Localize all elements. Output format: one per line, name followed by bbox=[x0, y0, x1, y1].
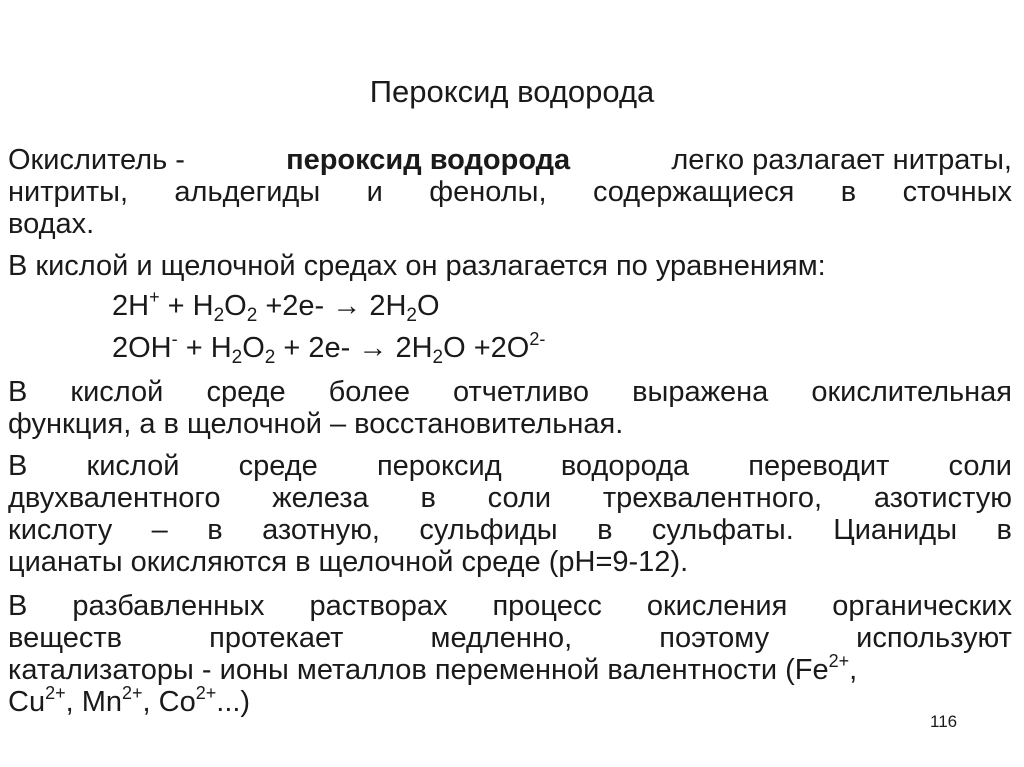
word: пероксид bbox=[376, 450, 502, 482]
text-fragment: , Mn bbox=[65, 686, 123, 718]
paragraph-catalysts bbox=[8, 590, 1012, 718]
eq-sup: + bbox=[149, 287, 160, 307]
eq-sub: 2 bbox=[231, 347, 243, 368]
word: В bbox=[8, 376, 28, 408]
word: содержащиеся bbox=[592, 176, 795, 208]
word: органических bbox=[832, 590, 1012, 622]
word: нитриты, bbox=[8, 176, 129, 208]
word: в bbox=[996, 514, 1012, 546]
word: сульфиды bbox=[419, 514, 558, 546]
word: в bbox=[597, 514, 613, 546]
paragraph-oxidizer bbox=[8, 144, 1012, 240]
word: среде bbox=[238, 450, 318, 482]
word: растворах bbox=[309, 590, 448, 622]
eq-part: + 2e- bbox=[275, 332, 359, 364]
word: выражена bbox=[632, 376, 769, 408]
charge-sup: 2+ bbox=[195, 683, 217, 703]
eq-sub: 2 bbox=[432, 347, 444, 368]
text-line: цианаты окисляются в щелочной среде (pH=9-12). bbox=[8, 546, 689, 578]
word: азотистую bbox=[873, 482, 1012, 514]
text-line bbox=[8, 482, 1012, 514]
word: разбавленных bbox=[72, 590, 265, 622]
word: сульфаты. bbox=[651, 514, 794, 546]
eq-part: O bbox=[224, 290, 247, 322]
word: среде bbox=[206, 376, 286, 408]
text-line: функция, а в щелочной – восстановительная. bbox=[8, 408, 624, 440]
arrow-icon: → bbox=[358, 332, 388, 364]
word: Цианиды bbox=[833, 514, 958, 546]
word: окислительная bbox=[811, 376, 1012, 408]
word: В bbox=[8, 590, 28, 622]
text-fragment: , Co bbox=[142, 686, 196, 718]
eq-sup: - bbox=[171, 329, 178, 349]
text-line bbox=[8, 376, 1012, 408]
text-line bbox=[8, 622, 1012, 654]
word: в bbox=[420, 482, 436, 514]
text-line bbox=[8, 651, 1012, 686]
word: отчетливо bbox=[453, 376, 590, 408]
word: переводит bbox=[748, 450, 890, 482]
word: более bbox=[328, 376, 410, 408]
slide-title: Пероксид водорода bbox=[369, 74, 655, 109]
eq-sub: 2 bbox=[264, 347, 276, 368]
equation-alkaline bbox=[112, 330, 545, 366]
text-fragment: ...) bbox=[216, 686, 251, 718]
word: кислой bbox=[86, 450, 180, 482]
charge-sup: 2+ bbox=[45, 683, 66, 703]
text-line bbox=[8, 683, 1012, 718]
eq-sup: 2- bbox=[529, 329, 546, 349]
word: кислой bbox=[70, 376, 164, 408]
word: и bbox=[366, 176, 383, 208]
word: окисления bbox=[646, 590, 788, 622]
word: протекает bbox=[209, 622, 344, 654]
word: сточных bbox=[902, 176, 1012, 208]
eq-part: + H bbox=[159, 290, 214, 322]
word: соли bbox=[948, 450, 1012, 482]
eq-part: 2H bbox=[387, 332, 433, 364]
word: альдегиды bbox=[174, 176, 321, 208]
text-line bbox=[8, 144, 1012, 176]
text-line bbox=[8, 590, 1012, 622]
paragraph-equations-intro bbox=[8, 250, 1012, 282]
arrow-icon: → bbox=[332, 290, 362, 322]
text-fragment: Окислитель - bbox=[8, 144, 185, 176]
eq-sub: 2 bbox=[213, 305, 225, 326]
text-fragment: легко разлагает нитраты, bbox=[671, 144, 1012, 176]
word: кислоту bbox=[8, 514, 113, 546]
text-line bbox=[8, 514, 1012, 546]
word: железа bbox=[272, 482, 369, 514]
eq-part: 2H bbox=[361, 290, 407, 322]
text-fragment: Cu bbox=[8, 686, 46, 718]
word: в bbox=[207, 514, 223, 546]
charge-sup: 2+ bbox=[122, 683, 143, 703]
word: соли bbox=[487, 482, 552, 514]
eq-part: +2e- bbox=[257, 290, 333, 322]
text-line: В кислой и щелочной средах он разлагается по уравнениям: bbox=[8, 250, 826, 282]
charge-sup: 2+ bbox=[828, 651, 850, 671]
eq-part: O +2O bbox=[443, 332, 530, 364]
word: водорода bbox=[560, 450, 690, 482]
text-fragment: , bbox=[849, 654, 858, 686]
eq-sub: 2 bbox=[406, 305, 417, 326]
word: процесс bbox=[492, 590, 602, 622]
word: в bbox=[840, 176, 857, 208]
eq-part: O bbox=[417, 290, 440, 322]
bold-term: пероксид водорода bbox=[286, 144, 571, 176]
text-line bbox=[8, 176, 1012, 208]
word: азотную, bbox=[262, 514, 380, 546]
word: используют bbox=[856, 622, 1012, 654]
eq-part: + H bbox=[177, 332, 232, 364]
word: В bbox=[8, 450, 28, 482]
word: трехвалентного, bbox=[602, 482, 823, 514]
eq-part: 2H bbox=[112, 290, 150, 322]
eq-part: O bbox=[242, 332, 265, 364]
word: веществ bbox=[8, 622, 123, 654]
equation-acidic bbox=[112, 288, 440, 324]
page-number: 116 bbox=[930, 712, 958, 731]
text-line: водах. bbox=[8, 208, 95, 240]
word: двухвалентного bbox=[8, 482, 221, 514]
eq-sub: 2 bbox=[246, 305, 258, 326]
word: медленно, bbox=[430, 622, 573, 654]
paragraph-functions bbox=[8, 376, 1012, 440]
paragraph-acidic-medium bbox=[8, 450, 1012, 578]
word: – bbox=[151, 514, 168, 546]
text-line bbox=[8, 450, 1012, 482]
text-fragment: катализаторы - ионы металлов переменной валентности (Fe bbox=[8, 654, 829, 686]
eq-part: 2OH bbox=[112, 332, 172, 364]
word: фенолы, bbox=[429, 176, 547, 208]
word: поэтому bbox=[659, 622, 770, 654]
